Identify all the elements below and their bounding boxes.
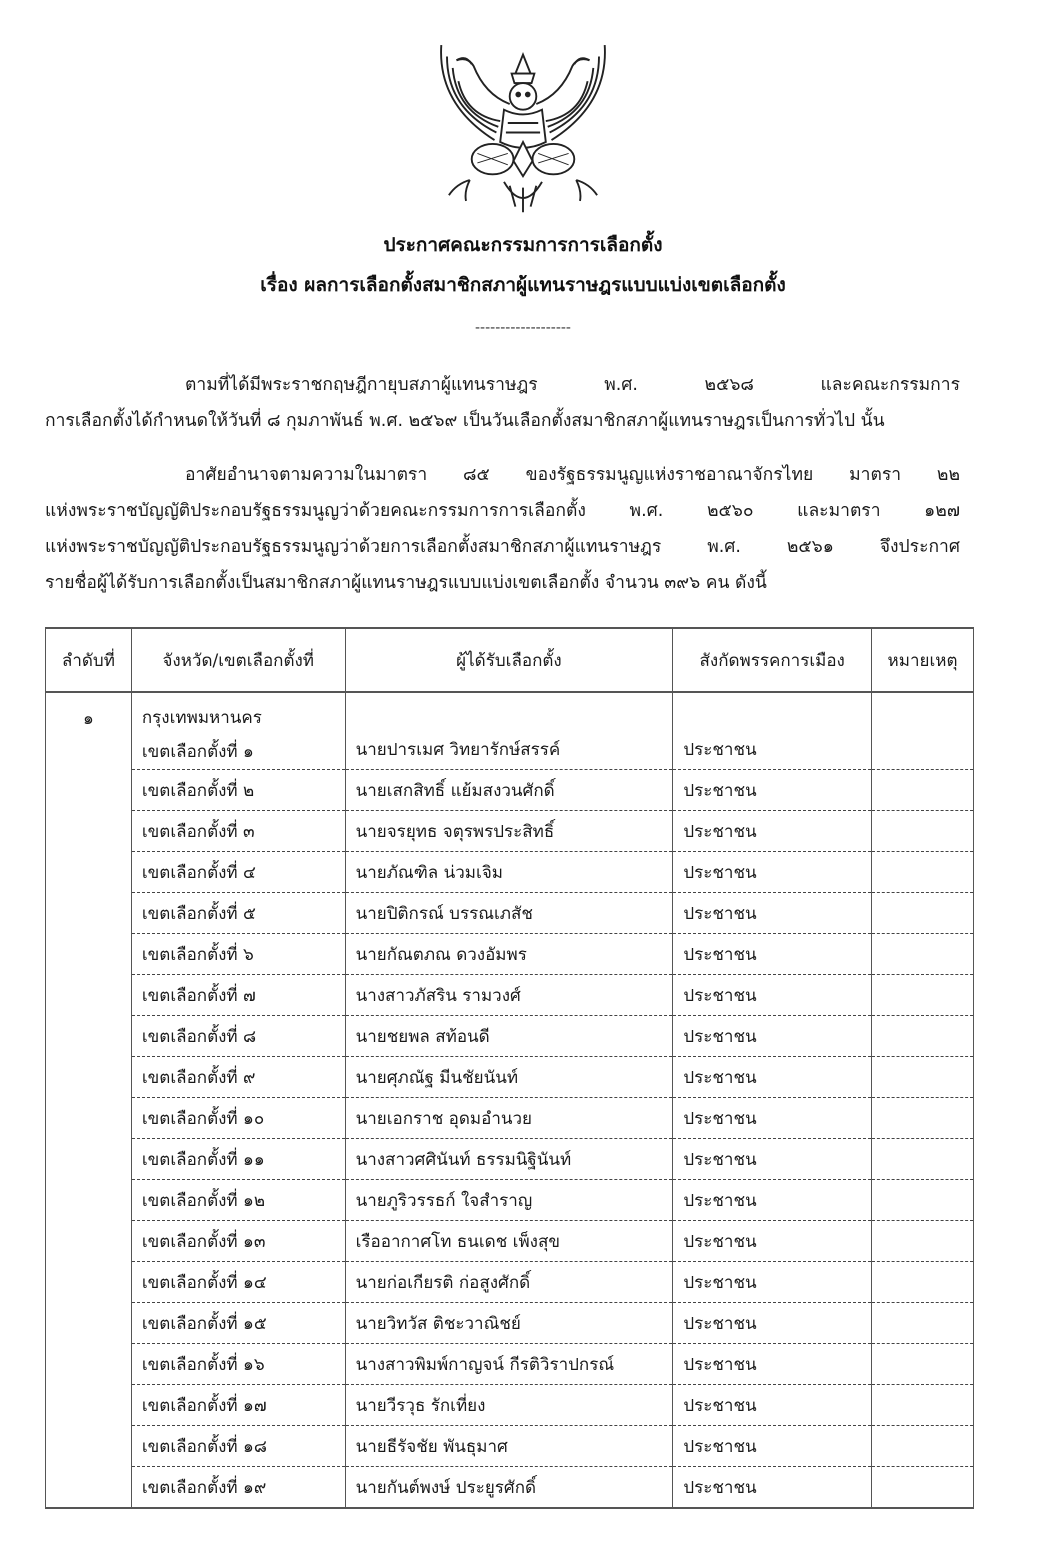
table-row	[46, 1016, 974, 1057]
note-cell	[872, 1221, 974, 1262]
note-cell	[872, 692, 974, 770]
party-cell: ประชาชน	[673, 1221, 872, 1262]
district-cell: เขตเลือกตั้งที่ ๓	[131, 811, 345, 852]
note-cell	[872, 1057, 974, 1098]
district-cell	[131, 692, 345, 770]
table-row	[46, 692, 974, 770]
table-row	[46, 1426, 974, 1467]
header-elected: ผู้ได้รับเลือกตั้ง	[345, 628, 673, 692]
party-cell: ประชาชน	[673, 934, 872, 975]
elected-name: เรืออากาศโท ธนเดช เพ็งสุข	[345, 1221, 673, 1262]
note-cell	[872, 811, 974, 852]
party-cell: ประชาชน	[673, 692, 872, 770]
note-cell	[872, 1467, 974, 1509]
table-row	[46, 1180, 974, 1221]
table-row	[46, 852, 974, 893]
district-cell: เขตเลือกตั้งที่ ๑๐	[131, 1098, 345, 1139]
note-cell	[872, 770, 974, 811]
note-cell	[872, 1016, 974, 1057]
party-cell: ประชาชน	[673, 1344, 872, 1385]
note-cell	[872, 1385, 974, 1426]
district-cell: เขตเลือกตั้งที่ ๗	[131, 975, 345, 1016]
table-row	[46, 770, 974, 811]
header-note: หมายเหตุ	[872, 628, 974, 692]
party-cell: ประชาชน	[673, 811, 872, 852]
paragraph-line: แห่งพระราชบัญญัติประกอบรัฐธรรมนูญว่าด้วยคณะกรรมการการเลือกตั้ง พ.ศ. ๒๕๖๐ และมาตรา ๑๒๗	[45, 501, 960, 521]
elected-name: นายเสกสิทธิ์ แย้มสงวนศักดิ์	[345, 770, 673, 811]
table-row	[46, 1221, 974, 1262]
paragraph-line: การเลือกตั้งได้กำหนดให้วันที่ ๘ กุมภาพันธ์ พ.ศ. ๒๕๖๙ เป็นวันเลือกตั้งสมาชิกสภาผู้แทนราษฎรเป็นการทั่วไป นั้น	[45, 411, 885, 431]
paragraph-line: แห่งพระราชบัญญัติประกอบรัฐธรรมนูญว่าด้วยการเลือกตั้งสมาชิกสภาผู้แทนราษฎร พ.ศ. ๒๕๖๑ จึงประกาศ	[45, 537, 960, 557]
elected-name: นายปารเมศ วิทยารักษ์สรรค์	[345, 692, 673, 770]
district-cell: เขตเลือกตั้งที่ ๖	[131, 934, 345, 975]
elected-name: นายวิทวัส ติชะวาณิชย์	[345, 1303, 673, 1344]
party-cell: ประชาชน	[673, 1180, 872, 1221]
table-row	[46, 1057, 974, 1098]
note-cell	[872, 934, 974, 975]
party-cell: ประชาชน	[673, 852, 872, 893]
elected-name: นางสาวศศินันท์ ธรรมนิฐินันท์	[345, 1139, 673, 1180]
table-row	[46, 1467, 974, 1509]
note-cell	[872, 1262, 974, 1303]
district-label: เขตเลือกตั้งที่ ๑	[141, 742, 254, 762]
header-no: ลำดับที่	[46, 628, 132, 692]
elected-name: นายกันต์พงษ์ ประยูรศักดิ์	[345, 1467, 673, 1509]
district-cell: เขตเลือกตั้งที่ ๑๓	[131, 1221, 345, 1262]
elected-name: นายจรยุทธ จตุรพรประสิทธิ์	[345, 811, 673, 852]
note-cell	[872, 1344, 974, 1385]
district-cell: เขตเลือกตั้งที่ ๑๗	[131, 1385, 345, 1426]
elected-name: นายชยพล สท้อนดี	[345, 1016, 673, 1057]
party-cell: ประชาชน	[673, 1303, 872, 1344]
elected-name: นายศุภณัฐ มีนชัยนันท์	[345, 1057, 673, 1098]
district-cell: เขตเลือกตั้งที่ ๑๘	[131, 1426, 345, 1467]
elected-name: นายเอกราช อุดมอำนวย	[345, 1098, 673, 1139]
district-cell: เขตเลือกตั้งที่ ๑๒	[131, 1180, 345, 1221]
elected-name: นางสาวพิมพ์กาญจน์ กีรติวิราปกรณ์	[345, 1344, 673, 1385]
table-row	[46, 1344, 974, 1385]
announcement-subject: เรื่อง ผลการเลือกตั้งสมาชิกสภาผู้แทนราษฎรแบบแบ่งเขตเลือกตั้ง	[260, 274, 786, 296]
elected-name: นางสาวภัสริน รามวงศ์	[345, 975, 673, 1016]
note-cell	[872, 1139, 974, 1180]
district-cell: เขตเลือกตั้งที่ ๔	[131, 852, 345, 893]
election-results-table	[45, 627, 974, 1509]
elected-name: นายวีรวุธ รักเที่ยง	[345, 1385, 673, 1426]
note-cell	[872, 1303, 974, 1344]
paragraph-authority	[45, 457, 960, 601]
header-province-district: จังหวัด/เขตเลือกตั้งที่	[131, 628, 345, 692]
district-cell: เขตเลือกตั้งที่ ๑๔	[131, 1262, 345, 1303]
district-cell: เขตเลือกตั้งที่ ๙	[131, 1057, 345, 1098]
elected-name: นายปิติกรณ์ บรรณเภสัช	[345, 893, 673, 934]
table-header-row	[46, 628, 974, 692]
party-cell: ประชาชน	[673, 1016, 872, 1057]
paragraph-line: รายชื่อผู้ได้รับการเลือกตั้งเป็นสมาชิกสภาผู้แทนราษฎรแบบแบ่งเขตเลือกตั้ง จำนวน ๓๙๖ คน ดังนี้	[45, 573, 767, 593]
party-cell: ประชาชน	[673, 975, 872, 1016]
note-cell	[872, 1180, 974, 1221]
table-row	[46, 1098, 974, 1139]
table-row	[46, 1139, 974, 1180]
table-row	[46, 1262, 974, 1303]
elected-name: นายธีรัจชัย พันธุมาศ	[345, 1426, 673, 1467]
district-cell: เขตเลือกตั้งที่ ๑๖	[131, 1344, 345, 1385]
note-cell	[872, 1426, 974, 1467]
elected-name: นายภูริวรรธก์ ใจสำราญ	[345, 1180, 673, 1221]
note-cell	[872, 1098, 974, 1139]
header-party: สังกัดพรรคการเมือง	[673, 628, 872, 692]
party-cell: ประชาชน	[673, 1426, 872, 1467]
party-cell: ประชาชน	[673, 893, 872, 934]
party-cell: ประชาชน	[673, 770, 872, 811]
paragraph-preamble	[45, 367, 960, 439]
party-cell: ประชาชน	[673, 1098, 872, 1139]
table-row	[46, 975, 974, 1016]
group-number: ๑	[46, 692, 132, 1508]
elected-name: นายก่อเกียรติ ก่อสูงศักดิ์	[345, 1262, 673, 1303]
garuda-emblem-icon	[428, 28, 618, 218]
table-row	[46, 811, 974, 852]
paragraph-line: ตามที่ได้มีพระราชกฤษฎีกายุบสภาผู้แทนราษฎร พ.ศ. ๒๕๖๘ และคณะกรรมการ	[185, 375, 960, 395]
separator-line: -------------------	[475, 320, 571, 336]
district-cell: เขตเลือกตั้งที่ ๑๑	[131, 1139, 345, 1180]
elected-name: นายกัณตภณ ดวงอัมพร	[345, 934, 673, 975]
party-cell: ประชาชน	[673, 1467, 872, 1509]
table-row	[46, 893, 974, 934]
district-cell: เขตเลือกตั้งที่ ๒	[131, 770, 345, 811]
province-name: กรุงเทพมหานคร	[141, 708, 262, 728]
district-cell: เขตเลือกตั้งที่ ๕	[131, 893, 345, 934]
paragraph-line: อาศัยอำนาจตามความในมาตรา ๘๕ ของรัฐธรรมนูญแห่งราชอาณาจักรไทย มาตรา ๒๒	[185, 465, 960, 485]
party-cell: ประชาชน	[673, 1385, 872, 1426]
table-row	[46, 934, 974, 975]
table-row	[46, 1303, 974, 1344]
district-cell: เขตเลือกตั้งที่ ๘	[131, 1016, 345, 1057]
note-cell	[872, 975, 974, 1016]
table-row	[46, 1385, 974, 1426]
note-cell	[872, 852, 974, 893]
party-cell: ประชาชน	[673, 1262, 872, 1303]
party-cell: ประชาชน	[673, 1057, 872, 1098]
announcement-title: ประกาศคณะกรรมการการเลือกตั้ง	[383, 234, 663, 256]
district-cell: เขตเลือกตั้งที่ ๑๙	[131, 1467, 345, 1509]
note-cell	[872, 893, 974, 934]
district-cell: เขตเลือกตั้งที่ ๑๕	[131, 1303, 345, 1344]
party-cell: ประชาชน	[673, 1139, 872, 1180]
elected-name: นายภัณฑิล น่วมเจิม	[345, 852, 673, 893]
